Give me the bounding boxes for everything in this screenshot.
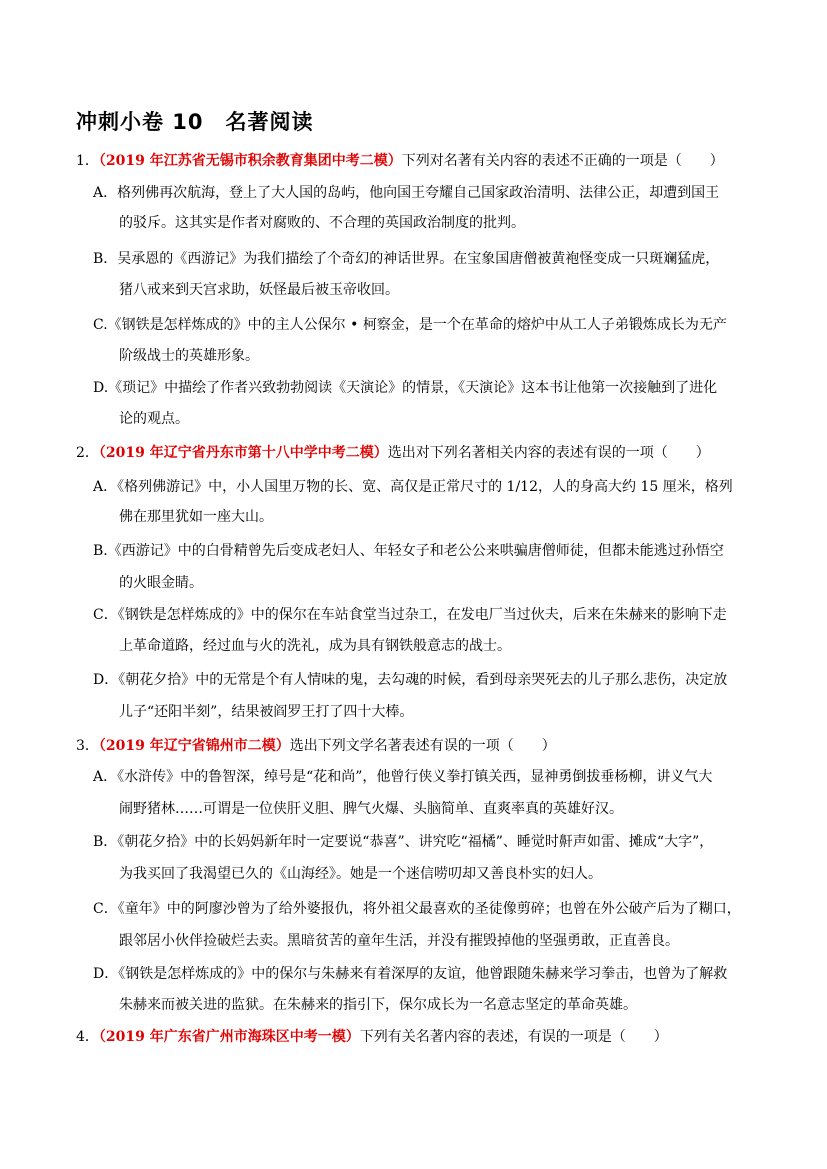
q3-option-c-line2: 跟邻居小伙伴捡破烂去卖。黑暗贫苦的童年生活，并没有摧毁掉他的坚强勇敢，正直善良。: [119, 933, 679, 949]
q2-option-b-line2: 的火眼金睛。: [119, 575, 203, 591]
question-source: （2019 年辽宁省锦州市二模）: [98, 738, 290, 754]
question-source: （2019 年江苏省无锡市积余教育集团中考二模）: [98, 153, 402, 169]
q2-option-c-line2: 上革命道路，经过血与火的洗礼，成为具有钢铁般意志的战士。: [119, 638, 511, 654]
question-2-header: [76, 442, 710, 462]
q2-option-a-line2: 佛在那里犹如一座大山。: [119, 509, 273, 525]
q2-option-d-line1: D．《朝花夕拾》中的无常是个有人情味的鬼，去勾魂的时候，看到母亲哭死去的儿子那么悲伤，决定放: [93, 672, 728, 688]
question-source: （2019 年广东省广州市海珠区中考一模）: [98, 1029, 360, 1045]
q2-option-a-line1: A．《格列佛游记》中，小人国里万物的长、宽、高仅是正常尺寸的 1/12，人的身高大约 15 厘米，格列: [93, 479, 733, 495]
question-4-header: [76, 1026, 668, 1046]
q1-option-c-line2: 阶级战士的英雄形象。: [119, 348, 259, 364]
q3-option-a-line2: 闹野猪林……可谓是一位侠肝义胆、脾气火爆、头脑简单、直爽率真的英雄好汉。: [119, 801, 623, 817]
question-number: 2．: [76, 445, 99, 461]
question-number: 4．: [76, 1029, 99, 1045]
q1-option-c-line1: C.《钢铁是怎样炼成的》中的主人公保尔 • 柯察金，是一个在革命的熔炉中从工人子弟锻炼成长为无产: [93, 317, 727, 333]
question-number: 3．: [76, 738, 99, 754]
question-stem: 选出对下列名著相关内容的表述有误的一项（ ）: [387, 445, 710, 461]
q2-option-b-line1: B.《西游记》中的白骨精曾先后变成老妇人、年轻女子和老公公来哄骗唐僧师徒，但都未能逃过孙悟空: [93, 543, 724, 559]
q3-option-d-line2: 朱赫来而被关进的监狱。在朱赫来的指引下，保尔成长为一名意志坚定的革命英雄。: [119, 997, 637, 1013]
q1-option-a-line1: A．格列佛再次航海，登上了大人国的岛屿，他向国王夸耀自己国家政治清明、法律公正，却遭到国王: [93, 185, 720, 201]
q1-option-a-line2: 的驳斥。这其实是作者对腐败的、不合理的英国政治制度的批判。: [119, 215, 525, 231]
q3-option-c-line1: C．《童年》中的阿廖沙曾为了给外婆报仇，将外祖父最喜欢的圣徒像剪碎；也曾在外公破产后为了糊口，: [93, 901, 741, 917]
question-1-header: [76, 150, 724, 170]
question-stem: 下列有关名著内容的表述，有误的一项是（ ）: [359, 1029, 668, 1045]
q3-option-b-line2: 为我买回了我渴望已久的《山海经》。她是一个迷信唠叨却又善良朴实的妇人。: [119, 866, 602, 882]
page-title: 冲刺小卷 10 名著阅读: [76, 110, 314, 134]
question-number: 1．: [76, 153, 99, 169]
question-stem: 选出下列文学名著表述有误的一项（ ）: [289, 738, 556, 754]
question-stem: 下列对名著有关内容的表述不正确的一项是（ ）: [401, 153, 724, 169]
q2-option-c-line1: C．《钢铁是怎样炼成的》中的保尔在车站食堂当过杂工，在发电厂当过伙夫，后来在朱赫来的影响下走: [93, 607, 727, 623]
q1-option-b-line2: 猪八戒来到天宫求助，妖怪最后被玉帝收回。: [119, 282, 399, 298]
question-3-header: [76, 735, 556, 755]
question-source: （2019 年辽宁省丹东市第十八中学中考二模）: [98, 445, 388, 461]
q2-option-d-line2: 儿子“还阳半刻”，结果被阎罗王打了四十大棒。: [119, 704, 414, 720]
q3-option-a-line1: A．《水浒传》中的鲁智深，绰号是“花和尚”，他曾行侠义拳打镇关西，显神勇倒拔垂杨柳，讲义气大: [93, 769, 713, 785]
q1-option-d-line1: D.《琐记》中描绘了作者兴致勃勃阅读《天演论》的情景，《天演论》这本书让他第一次接触到了进化: [93, 380, 718, 396]
q1-option-d-line2: 论的观点。: [119, 411, 189, 427]
q1-option-b-line1: B．吴承恩的《西游记》为我们描绘了个奇幻的神话世界。在宝象国唐僧被黄袍怪变成一只斑斓猛虎，: [93, 251, 720, 267]
q3-option-b-line1: B．《朝花夕拾》中的长妈妈新年时一定要说“恭喜”、讲究吃“福橘”、睡觉时鼾声如雷、摊成“大字”，: [93, 834, 714, 850]
q3-option-d-line1: D．《钢铁是怎样炼成的》中的保尔与朱赫来有着深厚的友谊，他曾跟随朱赫来学习拳击，也曾为了解救: [93, 966, 728, 982]
